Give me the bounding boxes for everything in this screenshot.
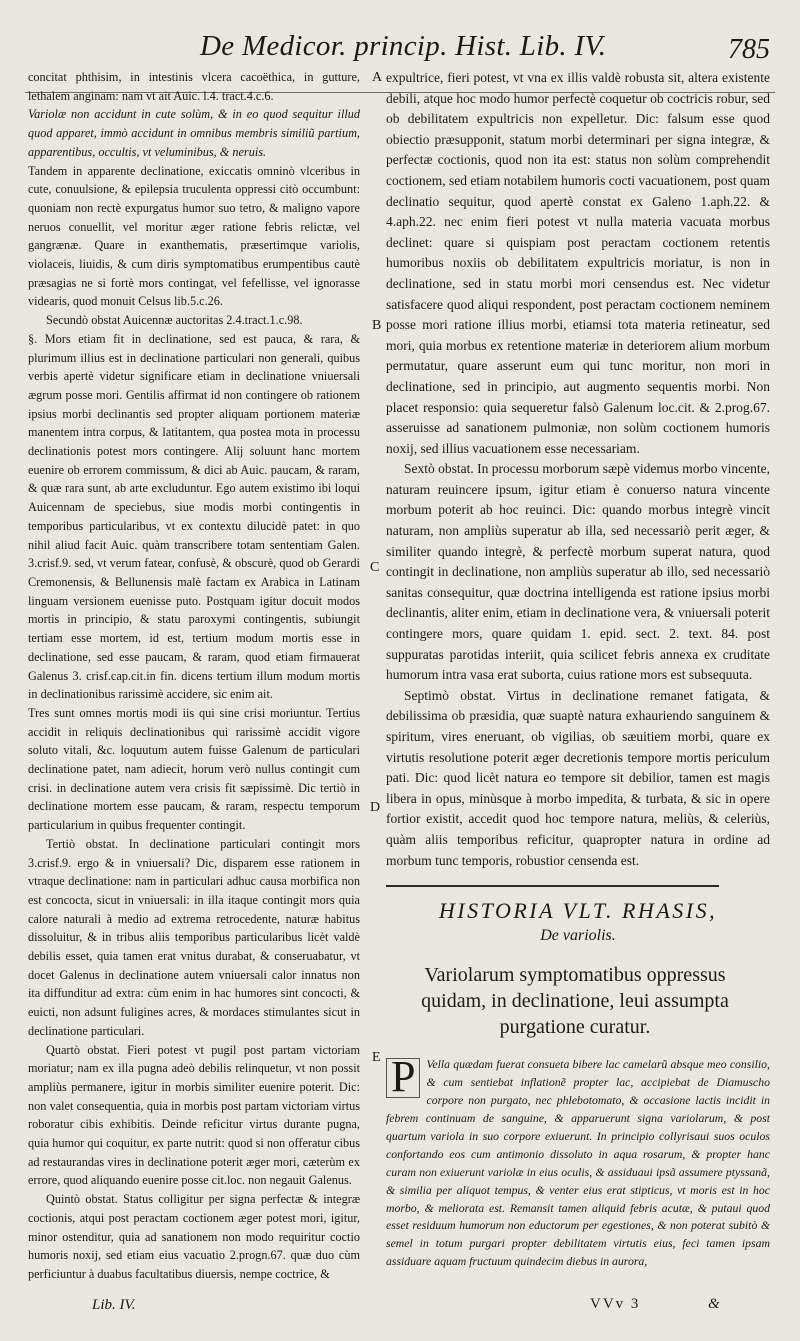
margin-letter-c: C: [370, 560, 380, 575]
footer-book-label: Lib. IV.: [92, 1297, 136, 1313]
paragraph: Quartò obstat. Fieri potest vt pugil post partam victoriam moriatur; nam ex illa pugna adeò debilis relinquetur, vt non possit ampliùs permanere, igitur in morbis similiter euenire poterit. Dic: non valet consequentia, quia in morbis post partam victoriam virtus roboratur cibis exhibitis. Deinde reficitur virtus durante pugna, quia humor qui coquitur, ex parte nutrit: quod si non offeratur cibus ad restaurandas vires in declinatione poterit æger mori, cæterùm ex errore, quod aliquando euenire posse cit.loc. non negauit Galenus.: [28, 1042, 360, 1188]
paragraph: expultrice, fieri potest, vt vna ex illis valdè robusta sit, altera existente debili, atque hoc modo humor perfectè coquetur ob coctricis robur, sed ob debilitatem expultricis non expelletur. Dic: falsum esse quod obiectio præsupponit, statum morbi determinari per signa integræ, & perfectæ coctionis, quod non ita est: status non solùm comprehendit coctionem, sed etiam notabilem humoris cocti vacuationem, post quam declinatio sequitur, quod apertè constat ex Galeno 1.aph.22. & 4.aph.22. nec enim fieri potest vt nulla materia vacuata morbus declinet: quare si quispiam post peractam coctionem retentis humoribus noxiis ob debilitatem expultricis moriatur, is non in declinatione, sed in statu morbi mori censendus est. Nec videtur satisfacere quod aliqui respondent, post peractam coctionem neminem posse mori ratione illius morbi, etiamsi tota materia retineatur, sed mori, quia morbus ex retentione materiæ in deteriorem alium morbum permutatur, quare asserunt eum qui tunc moritur, non mori in declinatione, sed in principio, aut augmento sequentis morbi. Non placet responsio: quia sequeretur falsò Galenum loc.cit. & 2.prog.67. asseruisse ad sanationem pulmoniæ, non solùm coctionem humoris noxij, sed illius vacuationem esse necessariam.: [386, 70, 770, 456]
footer-signature: VVv 3: [590, 1296, 641, 1312]
paragraph: Sextò obstat. In processu morborum sæpè videmus morbo vincente, naturam reuincere ipsum, igitur etiam è conuerso natura vincente morbum poterit ab hoc reuinci. Dic: quando morbus integrè vincit naturam, non ampliùs superatur ab illa, sed necessariò perit æger, & similiter quando integrè, & perfectè morbum superat natura, quod contingit in declinatione, non ampliùs superatur ab illo, sed necessariò sanitas consequitur, quæ doctrina intelligenda est ratione ipsius morbi declinantis, aliter enim, etiam in declinatione vera, & vniuersali poterit contingere mors, quare quidam 1. epid. sect. 2. text. 84. post suppuratas parotidas interiit, quia scilicet febris annexa ex cruditate humorum intra vasa erat suborta, cuius ratione mors est subsequuta.: [386, 461, 770, 683]
left-column: [28, 68, 360, 1284]
page-number: 785: [728, 34, 770, 65]
paragraph: Variolæ non accidunt in cute solùm, & in eo quod sequitur illud quod apparet, immò accidunt in omnibus membris similiũ partium, apparentibus, occultis, vt veluminibus, & neruis.: [28, 107, 360, 159]
margin-letter-b: B: [372, 318, 382, 333]
history-heading: HISTORIA VLT. RHASIS,: [438, 898, 718, 923]
case-text: [386, 1052, 770, 1271]
right-column: [386, 68, 770, 871]
paragraph: Tertiò obstat. In declinatione particulari contingit mors 3.crisf.9. ergo & in vniuersali? Dic, disparem esse rationem in vtraque declinatione: nam in particulari adhuc causa morbifica non est concocta, sicut in vniuersali: in illa itaque contingit mors quia calore naturali à medio ad extrema retrocedente, naturæ habitus dissoluitur, & in tribus aliis temporibus particularibus licèt valdè debilis esset, quia tamen erat vnitus durabat, & conseruabatur, vt docet Galenus in declinatione autem vniuersali calor innatus non ita diffunditur ad extra: cùm enim in hac humores sint concocti, & euicti, non adsunt fuligines acres, & mordaces stimulantes sicut in declinatione particulari.: [28, 836, 360, 1038]
paragraph: Quintò obstat. Status colligitur per signa perfectæ & integræ coctionis, atqui post peractam coctionem æger potest mori, igitur, minor ostenditur, quia ad sanationem non modo requiritur coctio humoris noxij, sed etiam eius vacuatio 2.progn.67. quæ duo cùm perficiuntur à duabus facultatibus diuersis, nempe coctrice, &: [28, 1192, 360, 1281]
paragraph: Septimò obstat. Virtus in declinatione remanet fatigata, & debilissima ob præsidia, quæ suaptè natura exhauriendo sanguinem & spiritum, vires eneruant, ob vigilias, ob sæuitiem morbi, quare ex virtutis resolutione poterit æger decretionis tempore mortis periculum pati. Dic: quod licèt natura eo tempore sit debilior, tamen est magis libera in opus, minùsque à morbo impedita, & turbata, & sic in opere fortior existit, accedit quod hoc tempore natura, meliùs, & celeriùs, quàm aliis temporibus reficitur, quapropter natura in ordine ad morbum tunc temporis, robustior censenda est.: [386, 687, 770, 868]
paragraph: Tandem in apparente declinatione, exiccatis omninò vlceribus in cute, conuulsione, & epilepsia truculenta oppressi citò occumbunt: quoniam non rectè expurgatus humor suo tetro, & maligno vapore neruos conuellit, vel moritur æger ratione febris relictæ, vel gangrænæ. Quare in exanthematis, præsertimque variolis, violaceis, liuidis, & cum diris symptomatibus erumpentibus cautè præsagias ne si fortè mors contingat, vel fefellisse, vel ignorasse videaris, quod monuit Celsus lib.5.c.26.: [28, 163, 360, 309]
paragraph: §. Mors etiam fit in declinatione, sed est pauca, & rara, & plurimum illius est in declinatione particulari non generali, quibus verbis apertè videtur significare etiam in declinatione vniuersali ægrum posse mori. Gentilis affirmat id non contingere ob rationem ipsius morbi declinantis sed propter aliquam portionem materiæ manentem intra corpus, & latitantem, qua postea mota in processu declinationis potest mors contingere. Alij soluunt hanc mortem euenire ob errorem commissum, & dici ab Auic. paucam, & raram, & quæ rara sunt, ab arte excluduntur. Ego autem existimo ibi loqui Auicennam de speciebus, siue modis morbi contingentis in temporibus particularibus, vt ex contextu dilucidè patet: in quo nihil aliud facit Auic. quàm transcribere totam sententiam Galen. 3.crisf.9. sed, vt verum fatear, confusè, & obscurè, quod ob Gerardi Cremonensis, & Bellunensis malè factam ex Arabica in Latinam linguam versionem euenisse puto. Postquam igitur docuit modos mortis in principio, & statu paroxymi contingentis, subiungit tertiam esse mortem, id est, tertium modum mortis esse in declinatione, sed esse paucam, & raram, quod etiam firmauerat Galenus 3. crisf.cap.cit.in fin. dicens tertium illum modum mortis in declinationibus rarissimè accidere, sic enim ait.: [28, 331, 360, 702]
margin-letter-a: A: [372, 70, 383, 85]
case-title: Variolarum symptomatibus oppressus quidam, in declinatione, leui assumpta purgatione curatur.: [421, 964, 729, 1038]
section-divider: [386, 885, 719, 887]
paragraph: Tres sunt omnes mortis modi iis qui sine crisi moriuntur. Tertius accidit in reliquis declinationibus qui rarissimè accidit vigore soluto vitali, &c. loquutum autem fuisse Galenum de particulari declinatione patet, nam adiecit, horum verò nullus contingit cum crisi. in declinatione autem vera crisis fit sæpissimè. Dic tertiò in declinatione mortem esse paucam, & raram, respectu temporum particularium in quibus frequenter contingit.: [28, 705, 360, 833]
paragraph: Secundò obstat Auicennæ auctoritas 2.4.tract.1.c.98.: [46, 313, 303, 328]
running-title: De Medicor. princip. Hist. Lib. IV.: [200, 30, 607, 62]
case-body: Vella quædam fuerat consueta bibere lac camelarũ absque meo consilio, & cum sentiebat inflationẽ propter lac, accipiebat de Diamuscho corpore non purgato, nec phlebotomato, & occasione lactis incidit in febrem continuam de sanguine, & apparuerunt signa variolarum, & post quartum variola in suo corpore exiuerunt. In principio collyrisaui suos oculos confortando eos cum antimonio dissoluto in aqua rosarum, & propter hanc curam non exiuerunt variolæ in eius oculis, & assiduaui ipsã assumere ptyssanã, & similia per aliquot tempus, & venter eius erat stipticus, vt moris est in hoc morbo, & meliorata est. Remansit tamen aliquid febris acutæ, & putaui quod esset residuum humorum non eductorum per egestiones, & non poterat subitò & semel in totum purgari propter debilitatem virtutis eius, feci tamen ipsam assiduare aquam fructuum quindecim diebus in aurora,: [386, 1058, 770, 1269]
paragraph: concitat phthisim, in intestinis vlcera cacoëthica, in gutture, lethalem anginam: nam vt ait Auic. l.4. tract.4.c.6.: [28, 70, 360, 103]
margin-letter-d: D: [370, 800, 381, 815]
drop-cap: P: [386, 1058, 420, 1098]
history-subheading: De variolis.: [540, 927, 616, 944]
running-head: [0, 30, 800, 70]
margin-letter-e: E: [372, 1050, 381, 1065]
footer-catchword: &: [708, 1296, 720, 1312]
